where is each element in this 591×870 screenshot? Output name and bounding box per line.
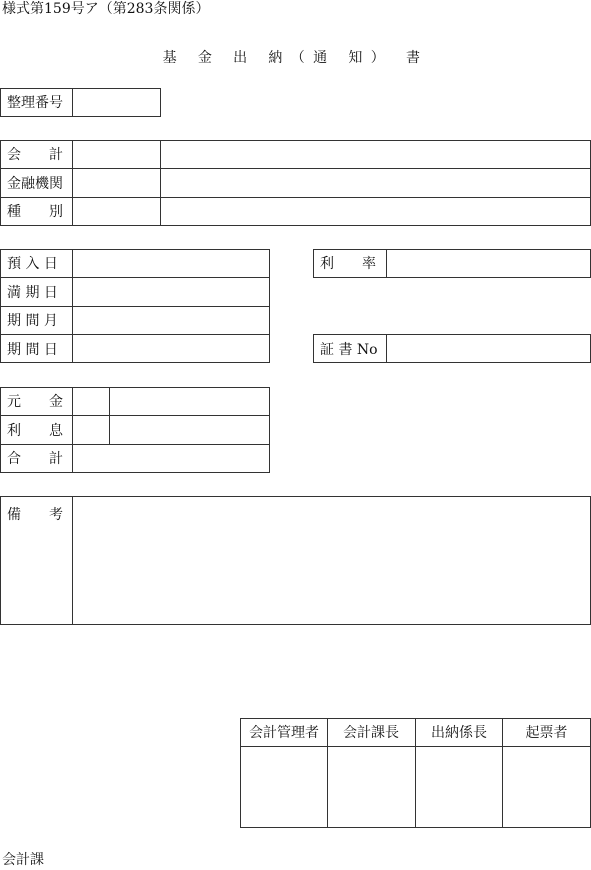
- approval-header-accounting-chief: 会計課長: [343, 725, 399, 741]
- maturity-date-label: 満 期 日: [7, 285, 58, 301]
- management-number-label: 整理番号: [7, 95, 63, 111]
- principal-label: 元 金: [7, 394, 63, 410]
- approval-header-accounting-manager: 会計管理者: [249, 725, 319, 741]
- certificate-number-label: 証 書 No: [320, 342, 378, 358]
- stamp-cell-accounting-manager[interactable]: [241, 747, 326, 827]
- bank-label: 金融機関: [7, 176, 63, 192]
- type-label: 種 別: [7, 204, 63, 220]
- period-days-label: 期 間 日: [7, 342, 58, 358]
- interest-label: 利 息: [7, 423, 63, 439]
- period-months-label: 期 間 月: [7, 313, 58, 329]
- stamp-cell-accounting-chief[interactable]: [328, 747, 414, 827]
- form-number: 様式第159号ア（第283条関係）: [2, 1, 210, 17]
- department-label: 会計課: [2, 852, 44, 868]
- approval-header-cashier-chief: 出納係長: [431, 725, 487, 741]
- approval-header-drafter: 起票者: [525, 725, 568, 741]
- stamp-cell-cashier-chief[interactable]: [416, 747, 501, 827]
- remarks-label: 備 考: [7, 507, 63, 523]
- account-label: 会 計: [7, 147, 63, 163]
- stamp-cell-drafter[interactable]: [503, 747, 590, 827]
- document-title: 基 金 出 納（通 知） 書: [162, 50, 429, 66]
- deposit-date-label: 預 入 日: [7, 256, 58, 272]
- interest-rate-label: 利 率: [320, 256, 376, 272]
- total-label: 合 計: [7, 451, 63, 467]
